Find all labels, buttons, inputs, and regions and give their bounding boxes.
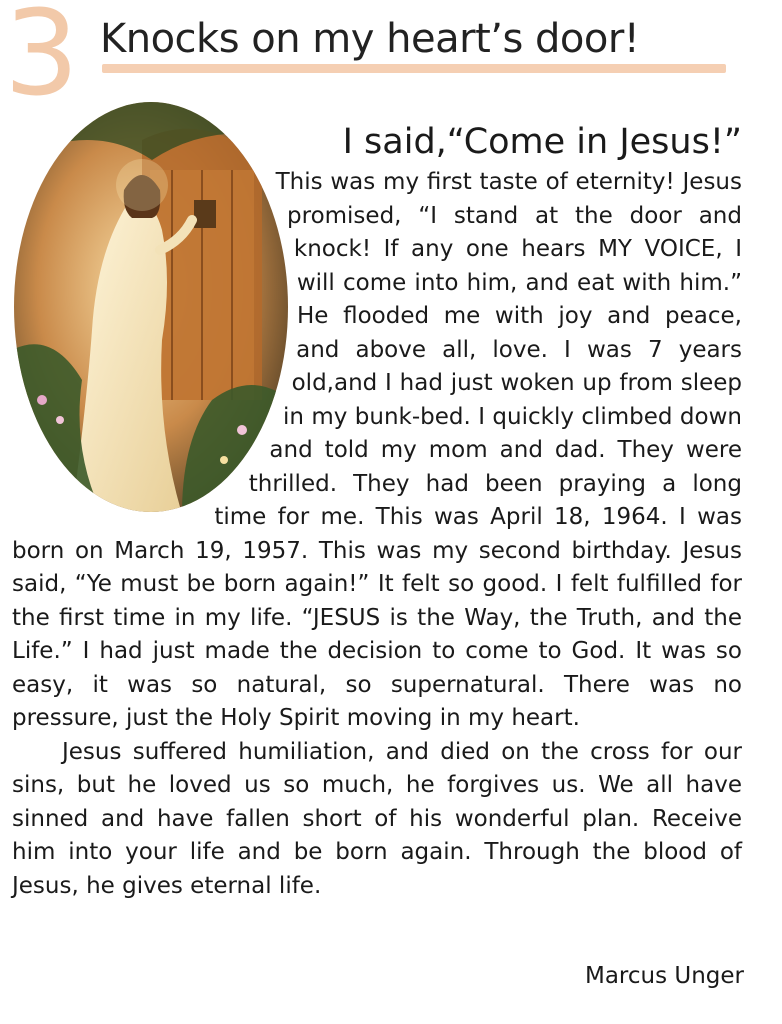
- chapter-number: 3: [4, 0, 80, 122]
- paragraph: This was my first taste of eternity! Jesus promised, “I stand at the door and knock! If any one hears MY VOICE, I will come into him, and eat with him.” He flooded me with joy and peace, and above all, love. I was 7 years old,and I had just woken up from sleep in my bunk-bed. I quickly climbed down and told my mom and dad. They were thrilled. They had been praying a long time for me. This was April 18, 1964. I was born on March 19, 1957. This was my second birthday. Jesus said, “Ye must be born again!” It felt so good. I felt fulfilled for the first time in my life. “JESUS is the Way, the Truth, and the Life.” I had just made the decision to come to God. It was so easy, it was so natural, so supernatural. There was no pressure, just the Holy Spirit moving in my heart.: [12, 169, 742, 731]
- article-body: [12, 120, 742, 903]
- page-title: Knocks on my heart’s door!: [100, 16, 640, 62]
- author-signature: Marcus Unger: [584, 963, 744, 989]
- subheading: I said,“Come in Jesus!”: [342, 122, 742, 162]
- paragraph: Jesus suffered humiliation, and died on the cross for our sins, but he loved us so much, he forgives us. We all have sinned and have fallen short of his wonderful plan. Receive him into your life and be born again. Through the blood of Jesus, he gives eternal life.: [12, 738, 742, 899]
- title-underline: [102, 64, 726, 73]
